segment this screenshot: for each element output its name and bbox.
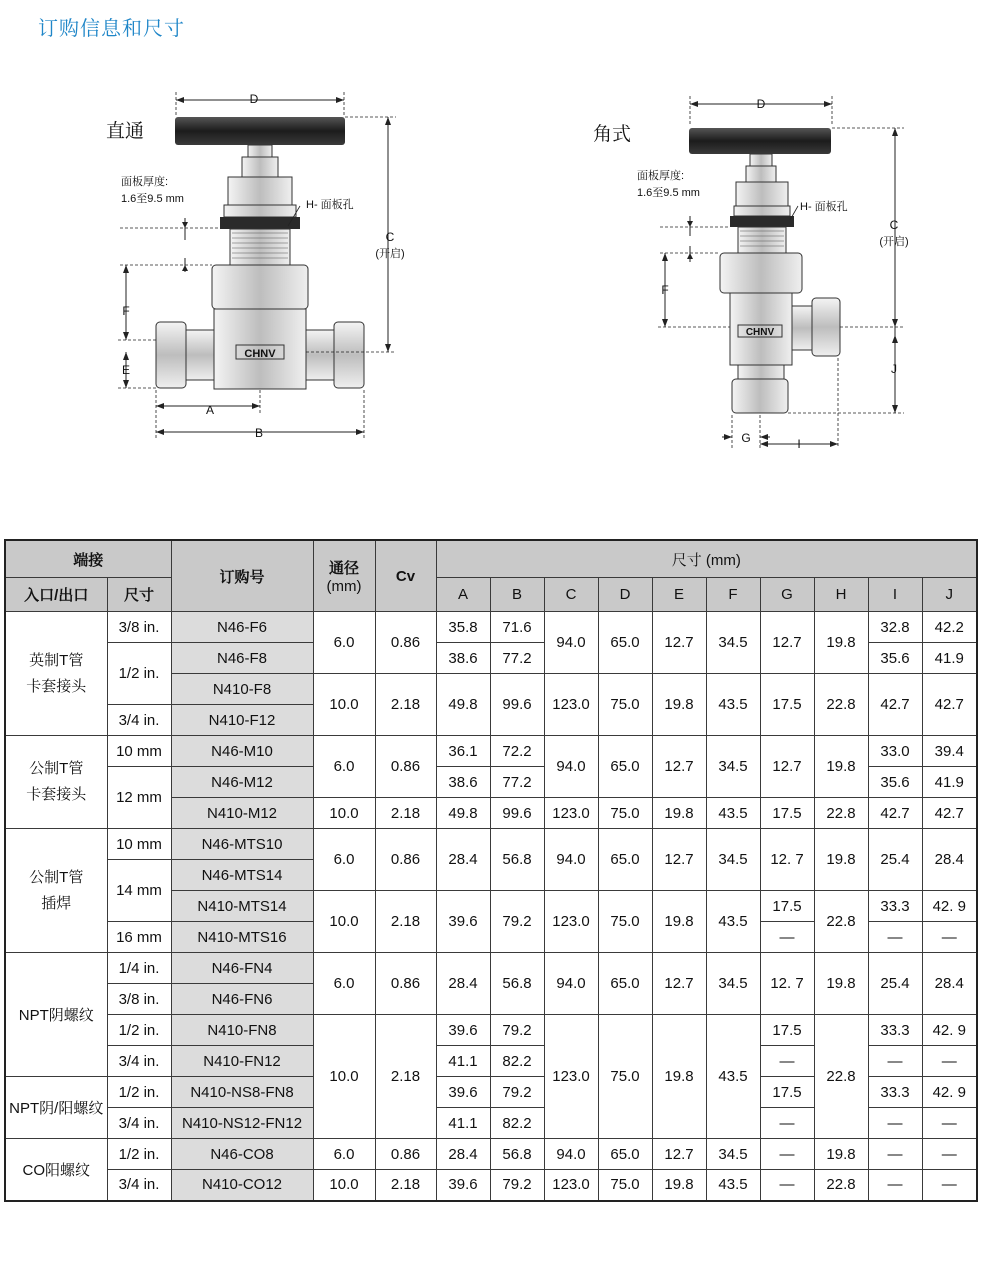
cell-b: 79.2 [490,1077,544,1108]
cell-order-no: N410-F8 [171,674,313,705]
cell-size: 1/2 in. [107,1077,171,1108]
cell-d: 75.0 [598,1170,652,1201]
cell-b: 56.8 [490,953,544,1015]
cell-e: 12.7 [652,829,706,891]
cell-f: 34.5 [706,612,760,674]
table-row [5,1170,977,1201]
cell-cv: 0.86 [375,736,436,798]
cell-f: 34.5 [706,953,760,1015]
cell-i: 32.8 [868,612,922,643]
cell-i: — [868,1108,922,1139]
cell-e: 12.7 [652,953,706,1015]
cell-f: 43.5 [706,1015,760,1139]
cell-a: 41.1 [436,1046,490,1077]
cell-c: 123.0 [544,1015,598,1139]
cell-h: 19.8 [814,829,868,891]
cell-cv: 2.18 [375,674,436,736]
cell-size: 1/4 in. [107,953,171,984]
dim-d-label: D [249,92,259,106]
cell-order-no: N46-F6 [171,612,313,643]
table-row [5,1139,977,1170]
cell-e: 19.8 [652,1015,706,1139]
cell-c: 123.0 [544,1170,598,1201]
straight-dim-b: B [254,426,264,440]
cell-d: 65.0 [598,1139,652,1170]
cell-orifice: 6.0 [313,736,375,798]
cell-j: — [922,922,977,953]
cell-j: — [922,1170,977,1201]
cell-b: 77.2 [490,767,544,798]
cell-i: 42.7 [868,798,922,829]
angle-dim-c: C [889,218,899,232]
hdr-order-no: 订购号 [171,540,313,612]
cell-e: 12.7 [652,612,706,674]
group-label: NPT阴螺纹 [5,953,107,1077]
cell-g: 17.5 [760,798,814,829]
cell-g: 17.5 [760,1015,814,1046]
group-label: NPT阴/阳螺纹 [5,1077,107,1139]
cell-orifice: 10.0 [313,674,375,736]
table-row [5,736,977,767]
cell-size: 3/4 in. [107,1170,171,1201]
straight-title: 直通 [106,121,145,142]
cell-b: 82.2 [490,1108,544,1139]
cell-b: 56.8 [490,829,544,891]
cell-h: 22.8 [814,798,868,829]
cell-g: 12.7 [760,612,814,674]
cell-e: 19.8 [652,798,706,829]
cell-b: 77.2 [490,643,544,674]
cell-b: 82.2 [490,1046,544,1077]
table-row [5,829,977,860]
cell-size: 3/4 in. [107,1108,171,1139]
cell-f: 43.5 [706,674,760,736]
cell-b: 79.2 [490,1015,544,1046]
cell-a: 49.8 [436,674,490,736]
cell-size: 1/2 in. [107,643,171,705]
cell-orifice: 6.0 [313,1139,375,1170]
cell-j: 42.7 [922,674,977,736]
group-label: CO阳螺纹 [5,1139,107,1201]
cell-order-no: N410-FN8 [171,1015,313,1046]
cell-order-no: N410-M12 [171,798,313,829]
cell-j: — [922,1046,977,1077]
cell-d: 75.0 [598,674,652,736]
table-row [5,1015,977,1046]
cell-cv: 2.18 [375,1015,436,1139]
angle-panel-label: 面板厚度: [637,170,685,182]
angle-panel-range: 1.6至9.5 mm [637,187,700,199]
page-title: 订购信息和尺寸 [38,16,185,40]
cell-order-no: N46-CO8 [171,1139,313,1170]
angle-valve-drawing [593,96,909,451]
cell-c: 94.0 [544,829,598,891]
cell-size: 1/2 in. [107,1015,171,1046]
straight-valve-drawing [106,92,405,440]
cell-order-no: N46-MTS10 [171,829,313,860]
cell-f: 34.5 [706,736,760,798]
angle-hole-label: H- 面板孔 [800,201,848,213]
hdr-dimensions: 尺寸 (mm) [436,540,977,578]
cell-e: 19.8 [652,674,706,736]
cell-b: 56.8 [490,1139,544,1170]
cell-g: 17.5 [760,891,814,922]
straight-dim-c-note: (开启) [375,248,405,260]
cell-i: 33.0 [868,736,922,767]
cell-a: 35.8 [436,612,490,643]
cell-size: 10 mm [107,829,171,860]
cell-order-no: N46-MTS14 [171,860,313,891]
cell-j: 42.2 [922,612,977,643]
cell-orifice: 10.0 [313,1170,375,1201]
cell-cv: 2.18 [375,891,436,953]
angle-dim-c-note: (开启) [879,236,909,248]
hdr-size: 尺寸 [107,578,171,612]
hdr-col-d: D [598,578,652,612]
hdr-col-a: A [436,578,490,612]
cell-j: 42.7 [922,798,977,829]
cell-h: 19.8 [814,612,868,674]
cell-j: 28.4 [922,953,977,1015]
cell-order-no: N410-MTS14 [171,891,313,922]
cell-g: — [760,1170,814,1201]
cell-b: 99.6 [490,674,544,736]
straight-panel-label: 面板厚度: [121,176,169,188]
cell-d: 65.0 [598,736,652,798]
angle-dim-i: I [797,437,801,451]
angle-dim-g: G [741,431,751,445]
cell-g: 12.7 [760,736,814,798]
cell-size: 3/8 in. [107,984,171,1015]
cell-h: 19.8 [814,953,868,1015]
cell-b: 79.2 [490,1170,544,1201]
cell-j: 42. 9 [922,1015,977,1046]
cell-i: 42.7 [868,674,922,736]
cell-c: 123.0 [544,674,598,736]
cell-size: 10 mm [107,736,171,767]
cell-order-no: N410-MTS16 [171,922,313,953]
cell-cv: 0.86 [375,829,436,891]
cell-size: 14 mm [107,860,171,922]
cell-orifice: 10.0 [313,798,375,829]
group-label: 公制T管 卡套接头 [5,736,107,829]
cell-cv: 0.86 [375,953,436,1015]
cell-i: — [868,1046,922,1077]
cell-g: — [760,1139,814,1170]
cell-h: 22.8 [814,1170,868,1201]
table-row [5,953,977,984]
cell-c: 94.0 [544,953,598,1015]
cell-e: 19.8 [652,891,706,953]
cell-i: — [868,922,922,953]
straight-panel-range: 1.6至9.5 mm [121,193,184,205]
cell-a: 39.6 [436,1170,490,1201]
angle-dim-j: J [891,362,897,376]
cell-order-no: N410-FN12 [171,1046,313,1077]
valve-diagrams [0,0,1000,520]
cell-cv: 0.86 [375,1139,436,1170]
hdr-col-c: C [544,578,598,612]
cell-j: 42. 9 [922,1077,977,1108]
cell-g: 12. 7 [760,829,814,891]
cell-i: — [868,1170,922,1201]
straight-dim-e: E [121,363,131,377]
straight-dim-a: A [205,403,215,417]
cell-j: 39.4 [922,736,977,767]
cell-d: 75.0 [598,891,652,953]
cell-j: — [922,1108,977,1139]
cell-i: — [868,1139,922,1170]
cell-i: 35.6 [868,643,922,674]
cell-orifice: 10.0 [313,1015,375,1139]
cell-cv: 2.18 [375,1170,436,1201]
cell-g: 17.5 [760,674,814,736]
straight-dim-c: C [385,230,395,244]
cell-i: 35.6 [868,767,922,798]
cell-a: 49.8 [436,798,490,829]
cell-c: 94.0 [544,612,598,674]
cell-a: 36.1 [436,736,490,767]
cell-e: 12.7 [652,1139,706,1170]
cell-a: 28.4 [436,829,490,891]
hdr-col-i: I [868,578,922,612]
cell-i: 25.4 [868,953,922,1015]
cell-c: 123.0 [544,891,598,953]
hdr-col-h: H [814,578,868,612]
straight-brand: CHNV [244,348,276,360]
cell-size: 12 mm [107,767,171,829]
cell-order-no: N46-M12 [171,767,313,798]
cell-order-no: N410-NS8-FN8 [171,1077,313,1108]
cell-order-no: N46-F8 [171,643,313,674]
hdr-col-j: J [922,578,977,612]
cell-f: 34.5 [706,829,760,891]
cell-e: 12.7 [652,736,706,798]
angle-dim-f: F [661,283,669,297]
cell-orifice: 6.0 [313,953,375,1015]
cell-a: 39.6 [436,1015,490,1046]
straight-dim-f: F [122,304,130,318]
cell-size: 3/8 in. [107,612,171,643]
cell-a: 38.6 [436,767,490,798]
table-row [5,612,977,643]
order-info-table [4,539,978,1202]
cell-d: 65.0 [598,953,652,1015]
hdr-inlet-outlet: 入口/出口 [5,578,107,612]
hdr-col-e: E [652,578,706,612]
cell-d: 75.0 [598,798,652,829]
cell-h: 19.8 [814,1139,868,1170]
cell-size: 1/2 in. [107,1139,171,1170]
cell-cv: 2.18 [375,798,436,829]
cell-f: 34.5 [706,1139,760,1170]
cell-d: 75.0 [598,1015,652,1139]
cell-d: 65.0 [598,829,652,891]
cell-order-no: N46-FN4 [171,953,313,984]
cell-c: 94.0 [544,736,598,798]
cell-j: 28.4 [922,829,977,891]
cell-h: 19.8 [814,736,868,798]
hdr-col-f: F [706,578,760,612]
cell-f: 43.5 [706,1170,760,1201]
cell-i: 33.3 [868,1077,922,1108]
cell-c: 94.0 [544,1139,598,1170]
cell-order-no: N46-M10 [171,736,313,767]
cell-h: 22.8 [814,1015,868,1139]
group-label: 公制T管 插焊 [5,829,107,953]
cell-i: 33.3 [868,891,922,922]
group-label: 英制T管 卡套接头 [5,612,107,736]
cell-a: 41.1 [436,1108,490,1139]
cell-a: 28.4 [436,1139,490,1170]
angle-dim-d: D [756,97,766,111]
cell-size: 3/4 in. [107,1046,171,1077]
cell-order-no: N410-F12 [171,705,313,736]
cell-a: 39.6 [436,1077,490,1108]
cell-orifice: 6.0 [313,612,375,674]
cell-g: 12. 7 [760,953,814,1015]
hdr-col-g: G [760,578,814,612]
cell-b: 79.2 [490,891,544,953]
cell-orifice: 10.0 [313,891,375,953]
cell-a: 39.6 [436,891,490,953]
cell-j: 41.9 [922,643,977,674]
cell-j: — [922,1139,977,1170]
cell-g: 17.5 [760,1077,814,1108]
hdr-orifice: 通径 (mm) [313,540,375,612]
cell-order-no: N46-FN6 [171,984,313,1015]
cell-b: 72.2 [490,736,544,767]
cell-b: 99.6 [490,798,544,829]
cell-g: — [760,922,814,953]
angle-title: 角式 [593,124,632,145]
cell-orifice: 6.0 [313,829,375,891]
cell-i: 33.3 [868,1015,922,1046]
cell-b: 71.6 [490,612,544,643]
cell-d: 65.0 [598,612,652,674]
cell-h: 22.8 [814,674,868,736]
cell-j: 42. 9 [922,891,977,922]
cell-size: 16 mm [107,922,171,953]
hdr-connection: 端接 [5,540,171,578]
cell-j: 41.9 [922,767,977,798]
cell-a: 38.6 [436,643,490,674]
cell-f: 43.5 [706,798,760,829]
cell-i: 25.4 [868,829,922,891]
cell-f: 43.5 [706,891,760,953]
cell-cv: 0.86 [375,612,436,674]
cell-c: 123.0 [544,798,598,829]
cell-h: 22.8 [814,891,868,953]
cell-order-no: N410-NS12-FN12 [171,1108,313,1139]
cell-order-no: N410-CO12 [171,1170,313,1201]
cell-size: 3/4 in. [107,705,171,736]
cell-g: — [760,1108,814,1139]
cell-e: 19.8 [652,1170,706,1201]
hdr-col-b: B [490,578,544,612]
hdr-cv: Cv [375,540,436,612]
cell-g: — [760,1046,814,1077]
cell-a: 28.4 [436,953,490,1015]
angle-brand: CHNV [745,327,775,338]
straight-hole-label: H- 面板孔 [306,199,354,211]
